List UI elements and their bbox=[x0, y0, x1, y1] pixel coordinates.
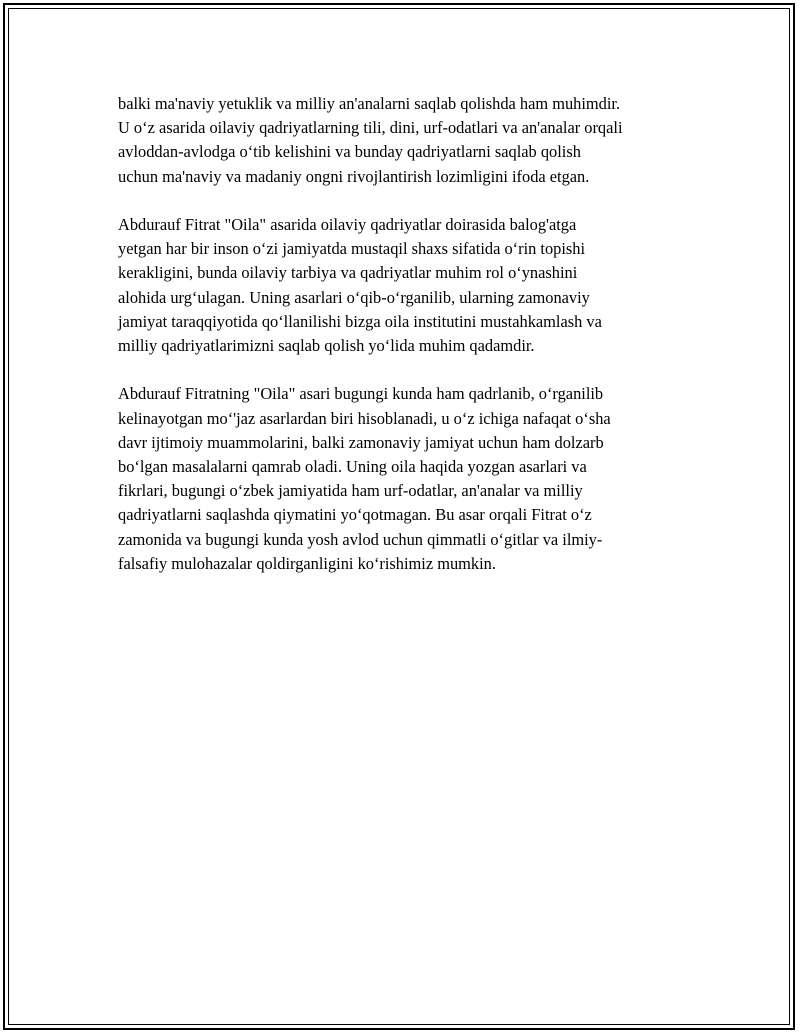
paragraph-3 bbox=[118, 382, 688, 576]
paragraph-2 bbox=[118, 213, 688, 358]
text-line: avloddan-avlodga o‘tib kelishini va bunday qadriyatlarni saqlab qolish bbox=[118, 142, 581, 162]
text-line: zamonida va bugungi kunda yosh avlod uchun qimmatli o‘gitlar va ilmiy- bbox=[118, 529, 603, 549]
text-line: fikrlari, bugungi o‘zbek jamiyatida ham urf-odatlar, an'analar va milliy bbox=[118, 481, 583, 501]
text-line: bo‘lgan masalalarni qamrab oladi. Uning oila haqida yozgan asarlari va bbox=[118, 457, 587, 477]
text-line: yetgan har bir inson o‘zi jamiyatda mustaqil shaxs sifatida o‘rin topishi bbox=[118, 239, 586, 259]
text-line: falsafiy mulohazalar qoldirganligini ko‘rishimiz mumkin. bbox=[118, 553, 496, 573]
text-line: uchun ma'naviy va madaniy ongni rivojlantirish lozimligini ifoda etgan. bbox=[118, 166, 590, 186]
paragraph-1 bbox=[118, 92, 688, 189]
text-line: davr ijtimoiy muammolarini, balki zamonaviy jamiyat uchun ham dolzarb bbox=[118, 432, 604, 452]
text-line: qadriyatlarni saqlashda qiymatini yo‘qotmagan. Bu asar orqali Fitrat o‘z bbox=[118, 505, 592, 525]
text-line: alohida urg‘ulagan. Uning asarlari o‘qib-o‘rganilib, ularning zamonaviy bbox=[118, 287, 590, 307]
document-body bbox=[118, 92, 688, 600]
text-line: U o‘z asarida oilaviy qadriyatlarning tili, dini, urf-odatlari va an'analar orqali bbox=[118, 118, 623, 138]
text-line: kelinayotgan mo‘'jaz asarlardan biri hisoblanadi, u o‘z ichiga nafaqat o‘sha bbox=[118, 408, 611, 428]
text-line: Abdurauf Fitratning "Oila" asari bugungi kunda ham qadrlanib, o‘rganilib bbox=[118, 384, 604, 404]
text-line: milliy qadriyatlarimizni saqlab qolish yo‘lida muhim qadamdir. bbox=[118, 336, 535, 356]
text-line: Abdurauf Fitrat "Oila" asarida oilaviy qadriyatlar doirasida balog'atga bbox=[118, 215, 577, 234]
text-line: jamiyat taraqqiyotida qo‘llanilishi bizga oila institutini mustahkamlash va bbox=[118, 311, 602, 331]
text-line: balki ma'naviy yetuklik va milliy an'analarni saqlab qolishda ham muhimdir. bbox=[118, 94, 621, 113]
text-line: kerakligini, bunda oilaviy tarbiya va qadriyatlar muhim rol o‘ynashini bbox=[118, 263, 578, 283]
